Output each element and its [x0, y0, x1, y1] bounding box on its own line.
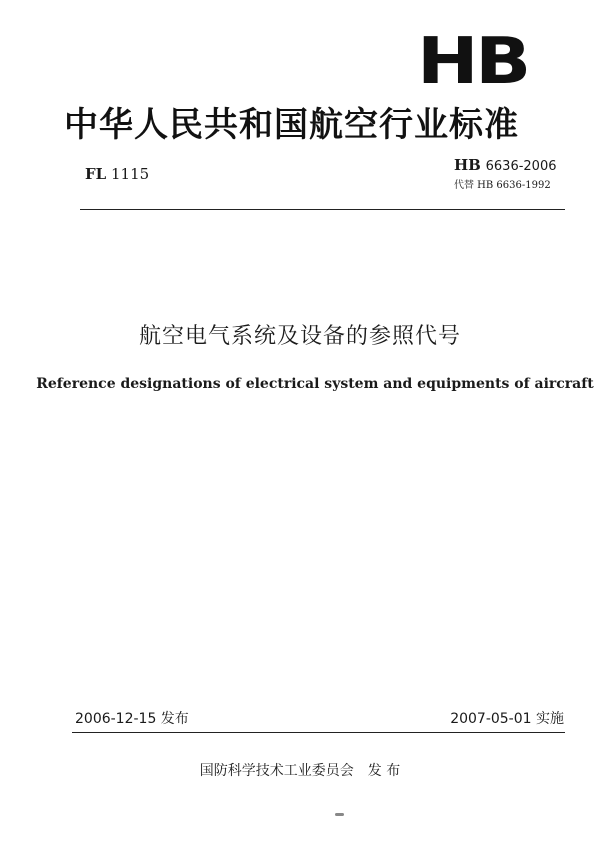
document-title-chinese: 航空电气系统及设备的参照代号 — [138, 324, 461, 349]
classification-prefix: FL — [85, 165, 107, 183]
classification-number: 1115 — [110, 165, 150, 183]
publisher-name: 国防科学技术工业委员会 — [199, 763, 354, 779]
standard-number — [454, 156, 557, 174]
standard-number-value: 6636-2006 — [485, 159, 557, 174]
standard-prefix: HB — [454, 156, 481, 174]
classification-code — [85, 165, 149, 183]
top-divider — [80, 209, 565, 210]
issue-date: 2006-12-15 发布 — [75, 711, 189, 727]
bottom-divider — [72, 732, 565, 733]
replaces-standard: 代替 HB 6636-1992 — [454, 180, 551, 191]
hb-logo: HB — [417, 25, 528, 99]
document-title-english: Reference designations of electrical system and equipments of aircraft — [36, 376, 594, 392]
scan-mark — [335, 813, 344, 816]
publisher-line — [0, 760, 600, 780]
publish-action: 发 布 — [367, 763, 401, 779]
implementation-date: 2007-05-01 实施 — [450, 711, 564, 727]
standard-category-title: 中华人民共和国航空行业标准 — [64, 105, 519, 145]
